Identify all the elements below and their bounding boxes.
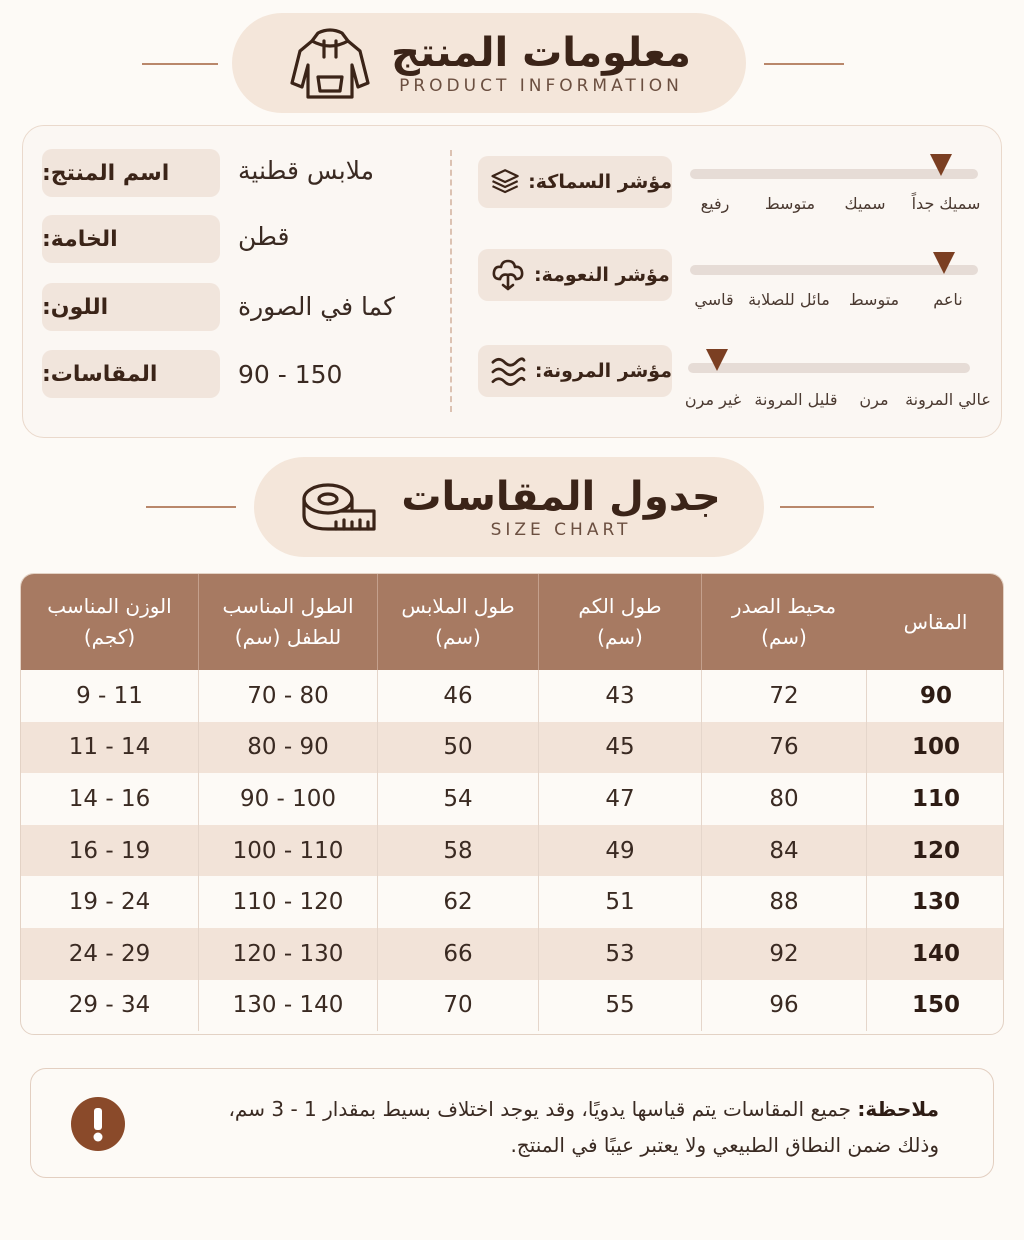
cell-child-height: 70 - 80 — [198, 670, 377, 722]
cell-child-height: 80 - 90 — [198, 722, 377, 774]
field-label-color: اللون: — [42, 283, 220, 331]
size-chart-header — [254, 457, 764, 557]
cell-child-height: 100 - 110 — [198, 825, 377, 877]
waves-icon — [490, 353, 527, 389]
elasticity-scale-2: مرن — [859, 390, 889, 409]
field-value-name: ملابس قطنية — [238, 156, 375, 185]
cotton-icon — [490, 257, 526, 293]
field-value-color: كما في الصورة — [238, 292, 395, 321]
field-label-sizes: المقاسات: — [42, 350, 220, 398]
cell-sleeve: 43 — [538, 670, 701, 722]
cell-size: 150 — [866, 980, 1004, 1032]
header-sleeve — [538, 574, 701, 670]
cell-size: 130 — [866, 876, 1004, 928]
elasticity-scale-3: قليل المرونة — [754, 390, 838, 409]
header-child-height — [198, 574, 377, 670]
softness-scale-1: ناعم — [933, 290, 963, 309]
cell-child-height: 130 - 140 — [198, 980, 377, 1032]
cell-length: 50 — [377, 722, 538, 774]
size-chart-title: جدول المقاسات — [401, 473, 721, 520]
cell-length: 62 — [377, 876, 538, 928]
header-weight — [21, 574, 198, 670]
cell-size: 140 — [866, 928, 1004, 980]
table-header — [21, 574, 1004, 670]
indicator-thickness — [478, 156, 672, 208]
table-row — [21, 980, 1004, 1032]
product-info-subtitle: PRODUCT INFORMATION — [399, 75, 683, 96]
card-divider — [450, 150, 452, 412]
table-row — [21, 876, 1004, 928]
cell-sleeve: 51 — [538, 876, 701, 928]
indicator-thickness-label: مؤشر السماكة: — [528, 171, 672, 193]
tape-measure-icon — [297, 472, 383, 542]
indicator-elasticity — [478, 345, 672, 397]
size-table — [20, 573, 1004, 1035]
note-label: ملاحظة: — [857, 1097, 939, 1121]
header-chest-line: محيط الصدر — [731, 594, 837, 618]
thickness-scale-2: سميك — [844, 194, 886, 213]
field-label-name: اسم المنتج: — [42, 149, 220, 197]
thickness-scale-1: سميك جداً — [911, 194, 981, 213]
field-value-sizes: 90 - 150 — [238, 360, 343, 389]
table-row — [21, 825, 1004, 877]
header-chest — [701, 574, 866, 670]
cell-child-height: 110 - 120 — [198, 876, 377, 928]
cell-sleeve: 53 — [538, 928, 701, 980]
header-length-line: (سم) — [435, 625, 481, 649]
indicator-elasticity-label: مؤشر المرونة: — [534, 360, 672, 382]
field-label-material: الخامة: — [42, 215, 220, 263]
cell-chest: 88 — [701, 876, 866, 928]
header-sleeve-line: (سم) — [597, 625, 643, 649]
cell-sleeve: 47 — [538, 773, 701, 825]
cell-sleeve: 49 — [538, 825, 701, 877]
header-sleeve-line: طول الكم — [578, 594, 662, 618]
product-info-header — [232, 13, 746, 113]
cell-weight: 29 - 34 — [68, 992, 151, 1019]
header-child-height-line: الطول المناسب — [222, 594, 354, 618]
header-size-line: المقاس — [903, 609, 968, 634]
cell-size: 110 — [866, 773, 1004, 825]
table-row — [21, 670, 1004, 722]
cell-child-height: 90 - 100 — [198, 773, 377, 825]
cell-chest: 80 — [701, 773, 866, 825]
cell-chest: 96 — [701, 980, 866, 1032]
product-info-title: معلومات المنتج — [391, 29, 691, 76]
table-row — [21, 773, 1004, 825]
cell-length: 58 — [377, 825, 538, 877]
thickness-scale-3: متوسط — [764, 194, 816, 213]
cell-weight: 24 - 29 — [68, 940, 151, 967]
cell-length: 66 — [377, 928, 538, 980]
cell-chest: 92 — [701, 928, 866, 980]
softness-scale-4: قاسي — [694, 290, 734, 309]
hoodie-icon — [287, 28, 373, 98]
size-line-right — [780, 506, 874, 508]
cell-weight: 16 - 19 — [68, 837, 151, 864]
header-line-right — [764, 63, 844, 65]
cell-length: 70 — [377, 980, 538, 1032]
softness-scale-3: مائل للصلابة — [748, 290, 830, 309]
elasticity-marker — [706, 349, 728, 371]
header-line-left — [142, 63, 218, 65]
cell-chest: 76 — [701, 722, 866, 774]
indicator-softness — [478, 249, 672, 301]
cell-weight: 9 - 11 — [76, 682, 143, 709]
cell-weight: 19 - 24 — [68, 889, 151, 916]
exclamation-icon — [71, 1097, 125, 1151]
elasticity-scale-1: عالي المرونة — [905, 390, 991, 409]
note-text — [159, 1091, 939, 1163]
cell-sleeve: 55 — [538, 980, 701, 1032]
softness-scale-2: متوسط — [848, 290, 900, 309]
field-value-material: قطن — [238, 222, 290, 251]
header-chest-line: (سم) — [761, 625, 807, 649]
header-weight-line: (كجم) — [83, 625, 136, 649]
softness-marker — [933, 252, 955, 274]
cell-sleeve: 45 — [538, 722, 701, 774]
cell-size: 100 — [866, 722, 1004, 774]
thickness-scale-4: رفيع — [700, 194, 730, 213]
size-chart-subtitle: SIZE CHART — [490, 519, 632, 540]
cell-size: 90 — [866, 670, 1004, 722]
table-row — [21, 722, 1004, 774]
header-length — [377, 574, 538, 670]
thickness-marker — [930, 154, 952, 176]
header-size — [866, 574, 1004, 670]
layers-icon — [490, 164, 520, 200]
note-line-1: جميع المقاسات يتم قياسها يدويًا، وقد يوجد اختلاف بسيط بمقدار 1 - 3 سم، — [228, 1097, 852, 1121]
cell-length: 54 — [377, 773, 538, 825]
header-weight-line: الوزن المناسب — [47, 594, 172, 618]
size-line-left — [146, 506, 236, 508]
cell-weight: 14 - 16 — [68, 785, 151, 812]
note-line-2: وذلك ضمن النطاق الطبيعي ولا يعتبر عيبًا في المنتج. — [510, 1133, 939, 1157]
indicator-softness-label: مؤشر النعومة: — [534, 264, 670, 286]
cell-weight: 11 - 14 — [68, 734, 151, 761]
table-row — [21, 928, 1004, 980]
elasticity-track — [688, 363, 970, 373]
header-length-line: طول الملابس — [401, 594, 515, 618]
cell-chest: 84 — [701, 825, 866, 877]
note-box — [30, 1068, 994, 1178]
elasticity-scale-4: غير مرن — [684, 390, 742, 409]
cell-child-height: 120 - 130 — [198, 928, 377, 980]
cell-size: 120 — [866, 825, 1004, 877]
cell-length: 46 — [377, 670, 538, 722]
header-child-height-line: للطفل (سم) — [234, 625, 342, 649]
cell-chest: 72 — [701, 670, 866, 722]
